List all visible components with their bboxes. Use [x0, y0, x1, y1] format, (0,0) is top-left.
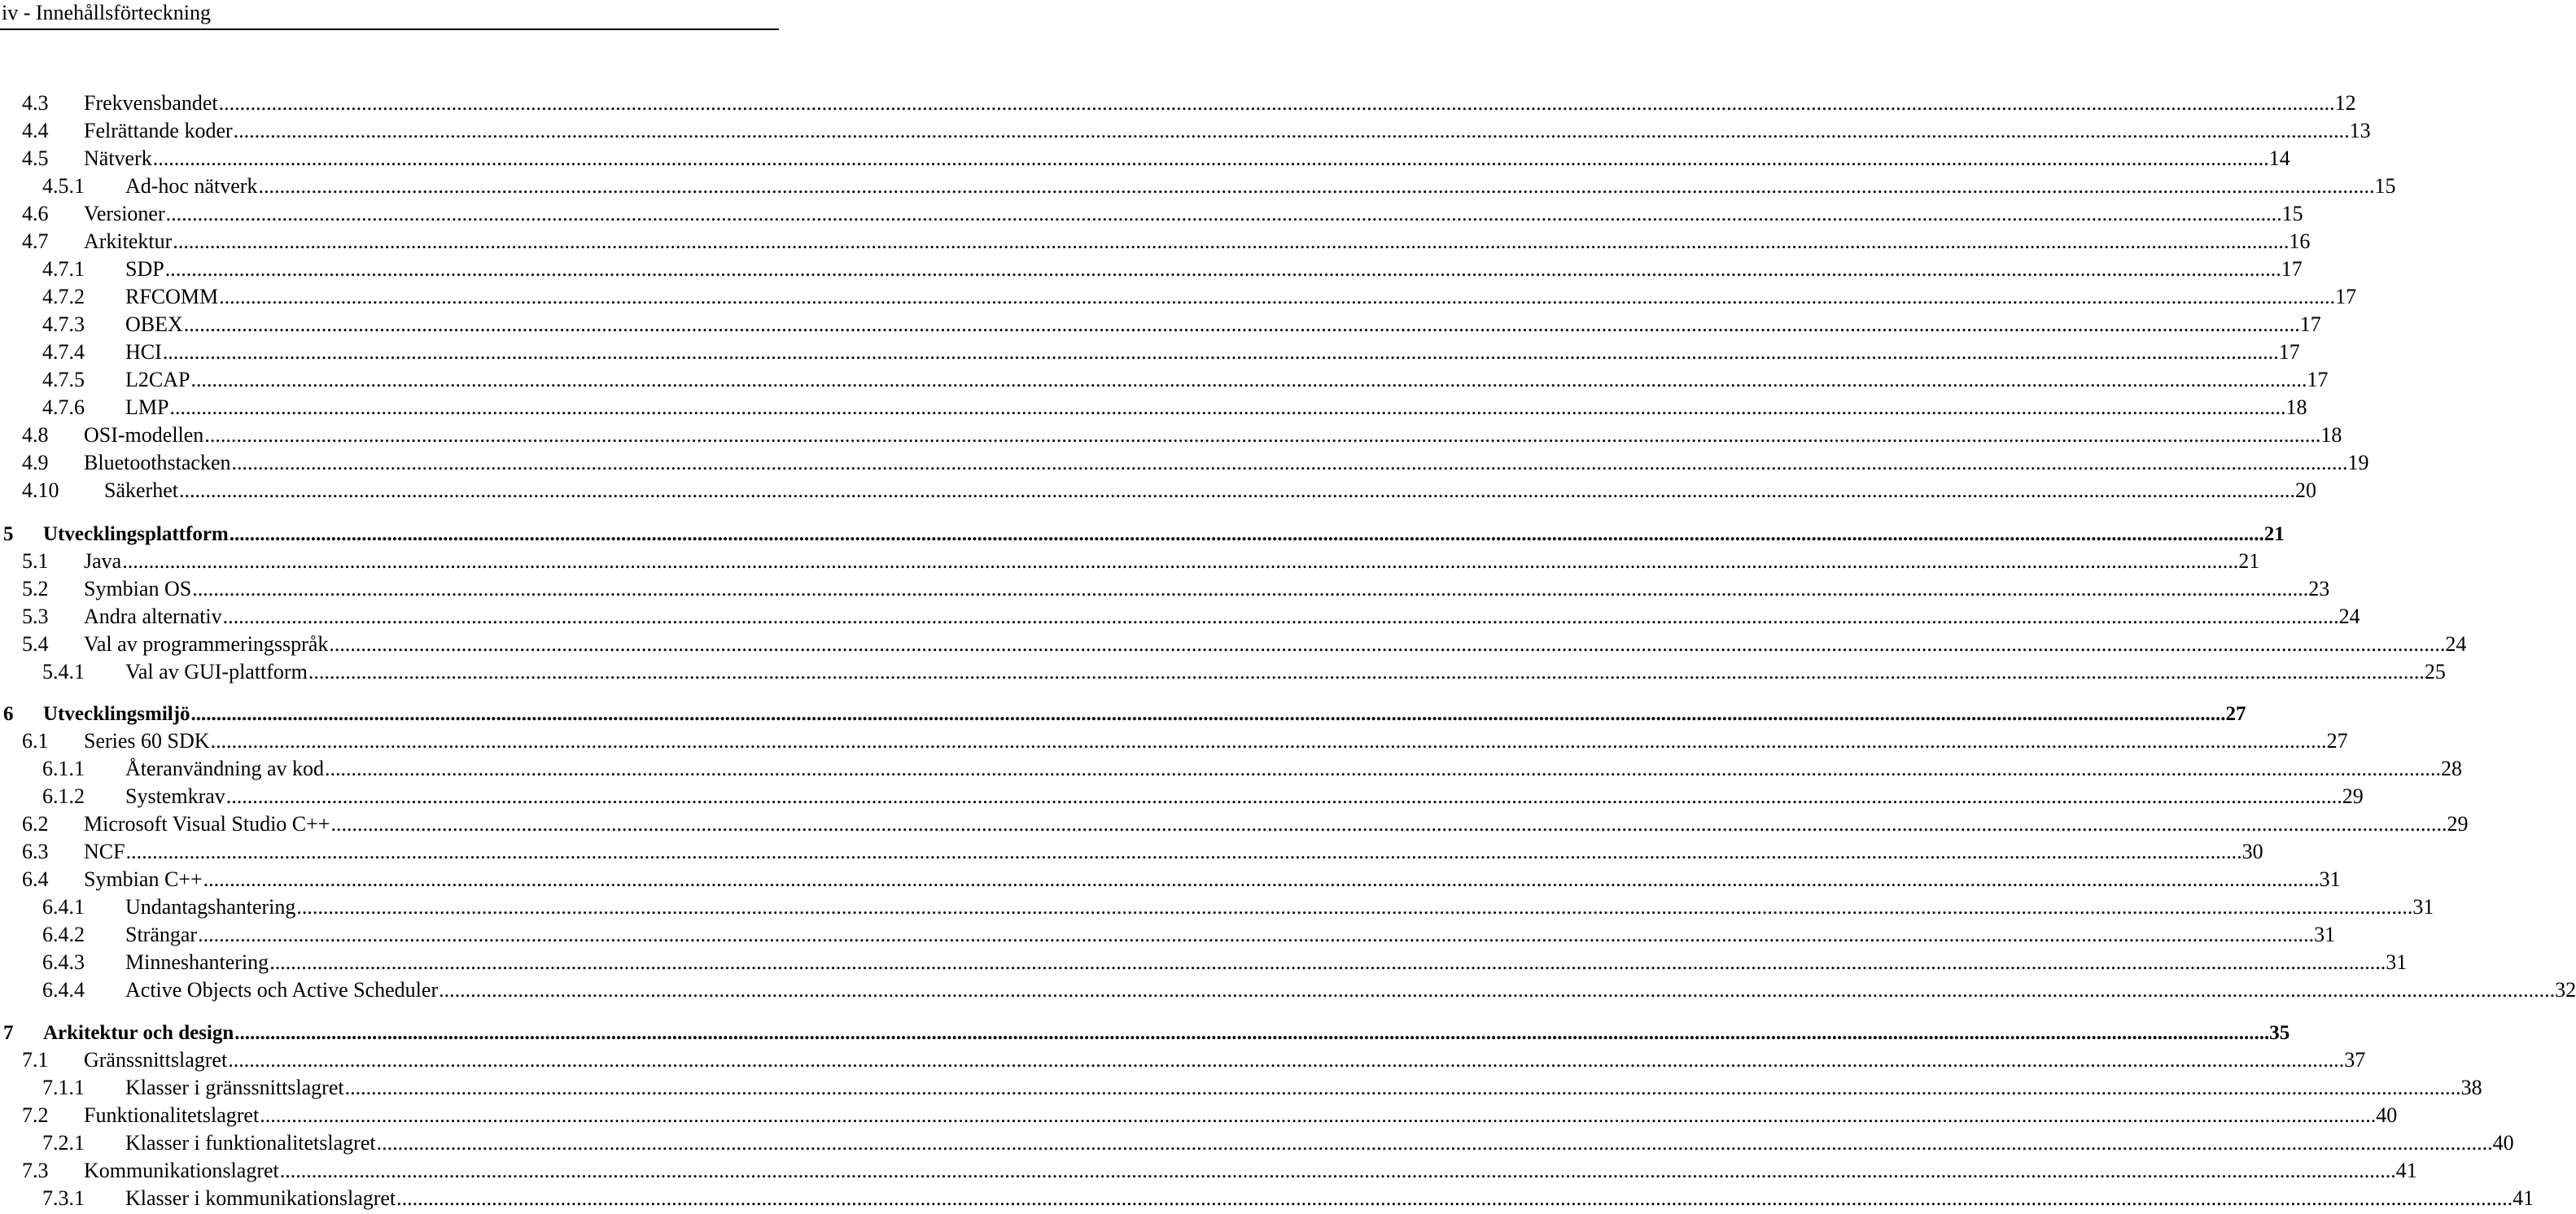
toc-entry-page-number: 31: [2386, 950, 2408, 974]
toc-entry-title: Utvecklingsmiljö: [43, 703, 190, 725]
toc-entry-page-number: 16: [2289, 229, 2311, 253]
toc-entry-title: Symbian OS: [84, 577, 192, 600]
toc-entry[interactable]: [3, 1020, 2290, 1047]
toc-entry-page-number: 14: [2268, 146, 2290, 170]
toc-entry-line: [125, 921, 2336, 949]
toc-entry-number: 6.4: [22, 867, 49, 891]
toc-entry-page-number: 28: [2441, 757, 2463, 780]
toc-entry-title: Arkitektur och design: [43, 1022, 234, 1044]
dot-leader: ................................................................................................................................................................................................................................................................................................................................................................................................................: [162, 340, 2279, 364]
toc-entry[interactable]: [22, 90, 2356, 117]
toc-entry-number: 6.1: [22, 729, 49, 753]
toc-entry-number: 7.2.1: [42, 1131, 85, 1155]
toc-entry[interactable]: [22, 727, 2348, 755]
toc-entry-page-number: 13: [2349, 119, 2371, 142]
toc-entry-number: 4.7.4: [42, 340, 85, 364]
toc-entry-line: [84, 1157, 2417, 1185]
dot-leader: ................................................................................................................................................................................................................................................................................................................................................................................................................: [183, 312, 2300, 336]
toc-entry-line: [84, 449, 2369, 477]
dot-leader: ................................................................................................................................................................................................................................................................................................................................................................................................................: [439, 978, 2556, 1002]
toc-entry-number: 6.4.3: [42, 950, 85, 974]
toc-entry-title: Kommunikationslagret: [84, 1159, 279, 1182]
toc-entry-line: [125, 976, 2576, 1004]
toc-entry-number: 4.5.1: [42, 174, 85, 198]
dot-leader: ................................................................................................................................................................................................................................................................................................................................................................................................................: [260, 1103, 2377, 1127]
toc-entry[interactable]: [22, 228, 2311, 255]
toc-entry-title: Utvecklingsplattform: [43, 523, 229, 545]
toc-entry-number: 5.2: [22, 577, 49, 600]
toc-entry-number: 7: [3, 1022, 14, 1044]
dot-leader: ................................................................................................................................................................................................................................................................................................................................................................................................................: [173, 229, 2290, 253]
toc-entry[interactable]: [42, 311, 2321, 338]
toc-entry[interactable]: [22, 1046, 2366, 1074]
dot-leader: ................................................................................................................................................................................................................................................................................................................................................................................................................: [234, 1022, 2270, 1044]
toc-entry[interactable]: [22, 145, 2290, 172]
dot-leader: ................................................................................................................................................................................................................................................................................................................................................................................................................: [222, 605, 2339, 628]
toc-entry-number: 7.1.1: [42, 1076, 85, 1099]
toc-entry-line: [43, 1020, 2290, 1047]
toc-entry-title: Frekvensbandet: [84, 91, 218, 115]
toc-entry[interactable]: [22, 603, 2360, 631]
toc-entry-line: [125, 311, 2321, 338]
toc-entry-number: 6.4.2: [42, 923, 85, 946]
toc-entry-line: [125, 366, 2329, 394]
toc-entry-line: [84, 838, 2263, 866]
toc-entry-title: Andra alternativ: [84, 605, 222, 628]
dot-leader: ................................................................................................................................................................................................................................................................................................................................................................................................................: [330, 812, 2447, 836]
toc-entry-page-number: 27: [2326, 729, 2348, 753]
dot-leader: ................................................................................................................................................................................................................................................................................................................................................................................................................: [344, 1076, 2461, 1099]
toc-entry-title: Val av GUI-plattform: [125, 660, 308, 683]
toc-entry-page-number: 27: [2225, 703, 2246, 725]
toc-entry-line: [84, 603, 2360, 631]
dot-leader: ................................................................................................................................................................................................................................................................................................................................................................................................................: [190, 368, 2307, 391]
dot-leader: ................................................................................................................................................................................................................................................................................................................................................................................................................: [219, 285, 2336, 308]
toc-entry-page-number: 41: [2513, 1186, 2534, 1210]
toc-entry-title: Säkerhet: [104, 478, 178, 502]
toc-entry-number: 5.1: [22, 549, 49, 573]
toc-entry-title: Gränssnittslagret: [84, 1048, 228, 1072]
toc-entry-number: 4.7: [22, 229, 49, 253]
toc-entry[interactable]: [22, 575, 2330, 603]
dot-leader: ................................................................................................................................................................................................................................................................................................................................................................................................................: [190, 703, 2226, 725]
toc-entry-number: 6: [3, 703, 14, 725]
toc-entry-title: Java: [84, 549, 122, 573]
dot-leader: ................................................................................................................................................................................................................................................................................................................................................................................................................: [125, 840, 2242, 863]
toc-entry-line: [125, 255, 2303, 283]
dot-leader: ................................................................................................................................................................................................................................................................................................................................................................................................................: [329, 632, 2446, 656]
toc-entry-page-number: 21: [2238, 549, 2260, 573]
toc-entry-page-number: 29: [2447, 812, 2469, 836]
toc-entry-page-number: 31: [2412, 895, 2434, 919]
toc-entry-page-number: 15: [2281, 202, 2303, 225]
toc-entry[interactable]: [42, 783, 2364, 810]
dot-leader: ................................................................................................................................................................................................................................................................................................................................................................................................................: [152, 146, 2269, 170]
toc-entry[interactable]: [42, 1074, 2482, 1102]
toc-entry-line: [125, 1129, 2514, 1157]
toc-entry[interactable]: [22, 200, 2303, 228]
toc-entry-title: Funktionalitetslagret: [84, 1103, 260, 1127]
dot-leader: ................................................................................................................................................................................................................................................................................................................................................................................................................: [198, 923, 2315, 946]
toc-entry-number: 5.4: [22, 632, 49, 656]
toc-entry-number: 4.5: [22, 146, 49, 170]
toc-entry-page-number: 31: [2319, 867, 2341, 891]
toc-entry-title: Minneshantering: [125, 950, 269, 974]
toc-entry-line: [125, 1185, 2534, 1212]
toc-entry-number: 4.3: [22, 91, 49, 115]
toc-entry-title: Ad-hoc nätverk: [125, 174, 258, 198]
toc-entry[interactable]: [42, 949, 2408, 976]
toc-entry-number: 4.4: [22, 119, 49, 142]
toc-entry-title: HCI: [125, 340, 162, 364]
toc-entry-number: 5.4.1: [42, 660, 85, 683]
dot-leader: ................................................................................................................................................................................................................................................................................................................................................................................................................: [164, 257, 2281, 281]
toc-entry-title: Val av programmeringsspråk: [84, 632, 329, 656]
toc-entry-line: [125, 893, 2434, 921]
toc-entry-number: 4.9: [22, 451, 49, 474]
dot-leader: ................................................................................................................................................................................................................................................................................................................................................................................................................: [231, 451, 2348, 474]
dot-leader: ................................................................................................................................................................................................................................................................................................................................................................................................................: [218, 91, 2335, 115]
toc-entry[interactable]: [3, 521, 2285, 548]
toc-entry[interactable]: [42, 338, 2300, 366]
dot-leader: ................................................................................................................................................................................................................................................................................................................................................................................................................: [228, 1048, 2345, 1072]
toc-entry-page-number: 25: [2424, 660, 2446, 683]
toc-entry-number: 4.7.2: [42, 285, 85, 308]
toc-entry-number: 6.1.1: [42, 757, 85, 780]
toc-entry-title: Versioner: [84, 202, 165, 225]
toc-entry[interactable]: [22, 548, 2260, 575]
toc-entry-page-number: 24: [2445, 632, 2467, 656]
toc-entry-line: [43, 701, 2246, 728]
dot-leader: ................................................................................................................................................................................................................................................................................................................................................................................................................: [204, 423, 2321, 447]
toc-entry-page-number: 17: [2281, 257, 2303, 281]
dot-leader: ................................................................................................................................................................................................................................................................................................................................................................................................................: [225, 784, 2342, 808]
dot-leader: ................................................................................................................................................................................................................................................................................................................................................................................................................: [203, 867, 2320, 891]
toc-entry-page-number: 20: [2294, 478, 2316, 502]
toc-entry-page-number: 30: [2241, 840, 2263, 863]
toc-entry-page-number: 23: [2308, 577, 2330, 600]
toc-entry-page-number: 37: [2344, 1048, 2366, 1072]
toc-entry[interactable]: [42, 755, 2463, 783]
dot-leader: ................................................................................................................................................................................................................................................................................................................................................................................................................: [122, 549, 2239, 573]
toc-entry[interactable]: [22, 631, 2467, 658]
dot-leader: ................................................................................................................................................................................................................................................................................................................................................................................................................: [308, 660, 2425, 683]
toc-entry-page-number: 41: [2395, 1159, 2417, 1182]
toc-entry[interactable]: [42, 255, 2303, 283]
dot-leader: ................................................................................................................................................................................................................................................................................................................................................................................................................: [192, 577, 2309, 600]
toc-entry-page-number: 17: [2278, 340, 2300, 364]
toc-entry-page-number: 35: [2269, 1022, 2290, 1044]
dot-leader: ................................................................................................................................................................................................................................................................................................................................................................................................................: [279, 1159, 2396, 1182]
toc-entry-number: 4.8: [22, 423, 49, 447]
toc-entry-number: 6.1.2: [42, 784, 85, 808]
dot-leader: ................................................................................................................................................................................................................................................................................................................................................................................................................: [258, 174, 2375, 198]
toc-entry-title: Active Objects och Active Scheduler: [125, 978, 439, 1002]
toc-entry-title: Klasser i gränssnittslagret: [125, 1076, 344, 1099]
toc-entry-page-number: 40: [2492, 1131, 2514, 1155]
dot-leader: ................................................................................................................................................................................................................................................................................................................................................................................................................: [169, 395, 2286, 419]
toc-entry-title: Series 60 SDK: [84, 729, 210, 753]
toc-entry-page-number: 12: [2334, 91, 2356, 115]
toc-entry-number: 4.10: [22, 478, 59, 502]
toc-entry[interactable]: [22, 477, 2316, 504]
toc-entry-line: [84, 575, 2330, 603]
toc-entry-page-number: 17: [2307, 368, 2329, 391]
dot-leader: ................................................................................................................................................................................................................................................................................................................................................................................................................: [165, 202, 2282, 225]
toc-entry-line: [125, 172, 2396, 200]
dot-leader: ................................................................................................................................................................................................................................................................................................................................................................................................................: [178, 478, 2295, 502]
toc-entry-title: Nätverk: [84, 146, 152, 170]
toc-entry[interactable]: [22, 1157, 2417, 1185]
toc-entry-title: Klasser i funktionalitetslagret: [125, 1131, 376, 1155]
dot-leader: ................................................................................................................................................................................................................................................................................................................................................................................................................: [376, 1131, 2493, 1155]
toc-entry-number: 4.7.1: [42, 257, 85, 281]
toc-entry-page-number: 15: [2374, 174, 2396, 198]
toc-entry-number: 4.7.3: [42, 312, 85, 336]
toc-entry[interactable]: [42, 921, 2336, 949]
toc-entry-number: 7.1: [22, 1048, 49, 1072]
toc-entry-line: [125, 394, 2307, 421]
toc-entry-title: Undantagshantering: [125, 895, 296, 919]
toc-entry-number: 6.2: [22, 812, 49, 836]
toc-entry[interactable]: [42, 366, 2329, 394]
toc-entry-page-number: 21: [2263, 523, 2285, 545]
toc-entry-page-number: 31: [2314, 923, 2336, 946]
toc-entry-number: 4.6: [22, 202, 49, 225]
toc-entry-title: Strängar: [125, 923, 198, 946]
toc-entry-line: [43, 521, 2285, 548]
toc-entry-page-number: 18: [2285, 395, 2307, 419]
toc-entry[interactable]: [22, 838, 2263, 866]
toc-entry-number: 4.7.6: [42, 395, 85, 419]
toc-entry[interactable]: [22, 866, 2341, 893]
toc-entry-number: 7.3: [22, 1159, 49, 1182]
toc-entry-line: [104, 477, 2316, 504]
toc-entry-line: [84, 727, 2348, 755]
dot-leader: ................................................................................................................................................................................................................................................................................................................................................................................................................: [210, 729, 2327, 753]
toc-entry[interactable]: [42, 172, 2396, 200]
toc-entry-title: Systemkrav: [125, 784, 225, 808]
toc-entry[interactable]: [22, 117, 2371, 145]
toc-entry-page-number: 17: [2299, 312, 2321, 336]
toc-entry[interactable]: [42, 1129, 2514, 1157]
page-header-title: iv - Innehållsförteckning: [2, 1, 212, 24]
toc-entry-title: LMP: [125, 395, 169, 419]
toc-entry-title: SDP: [125, 257, 164, 281]
dot-leader: ................................................................................................................................................................................................................................................................................................................................................................................................................: [269, 950, 2386, 974]
toc-entry-title: OBEX: [125, 312, 183, 336]
toc-entry-line: [125, 1074, 2482, 1102]
toc-entry[interactable]: [42, 394, 2307, 421]
toc-entry-page-number: 40: [2376, 1103, 2398, 1127]
toc-entry[interactable]: [22, 449, 2369, 477]
toc-entry-line: [84, 1046, 2366, 1074]
toc-entry-number: 5: [3, 523, 14, 545]
toc-entry-page-number: 19: [2347, 451, 2369, 474]
toc-entry-number: 4.7.5: [42, 368, 85, 391]
dot-leader: ................................................................................................................................................................................................................................................................................................................................................................................................................: [296, 895, 2413, 919]
toc-entry-number: 6.4.1: [42, 895, 85, 919]
toc-entry-line: [84, 117, 2371, 145]
toc-entry[interactable]: [22, 1102, 2398, 1129]
toc-entry-title: Bluetoothstacken: [84, 451, 231, 474]
toc-entry-title: RFCOMM: [125, 285, 219, 308]
toc-entry[interactable]: [42, 893, 2434, 921]
dot-leader: ................................................................................................................................................................................................................................................................................................................................................................................................................: [233, 119, 2350, 142]
toc-entry-title: Microsoft Visual Studio C++: [84, 812, 330, 836]
toc-entry[interactable]: [22, 421, 2342, 449]
toc-entry-title: Klasser i kommunikationslagret: [125, 1186, 396, 1210]
toc-entry[interactable]: [42, 658, 2446, 686]
toc-entry-number: 6.3: [22, 840, 49, 863]
toc-entry-page-number: 18: [2320, 423, 2342, 447]
toc-entry-page-number: 38: [2460, 1076, 2482, 1099]
toc-entry-title: Felrättande koder: [84, 119, 233, 142]
toc-entry-line: [125, 658, 2446, 686]
toc-entry-number: 6.4.4: [42, 978, 85, 1002]
toc-entry-title: Symbian C++: [84, 867, 203, 891]
toc-entry-title: Återanvändning av kod: [125, 757, 325, 780]
toc-entry-line: [125, 783, 2364, 810]
toc-entry[interactable]: [42, 283, 2357, 311]
dot-leader: ................................................................................................................................................................................................................................................................................................................................................................................................................: [229, 523, 2264, 545]
toc-entry-line: [84, 228, 2311, 255]
toc-entry-line: [84, 631, 2467, 658]
toc-entry-line: [125, 949, 2408, 976]
toc-entry-title: NCF: [84, 840, 125, 863]
dot-leader: ................................................................................................................................................................................................................................................................................................................................................................................................................: [396, 1186, 2513, 1210]
toc-entry-number: 7.3.1: [42, 1186, 85, 1210]
toc-entry-line: [125, 755, 2463, 783]
toc-entry[interactable]: [42, 1185, 2534, 1212]
toc-entry-line: [84, 145, 2290, 172]
toc-entry-page-number: 24: [2338, 605, 2360, 628]
toc-entry-line: [84, 90, 2356, 117]
toc-entry-page-number: 29: [2342, 784, 2364, 808]
toc-entry[interactable]: [42, 976, 2576, 1004]
toc-entry-line: [84, 548, 2260, 575]
dot-leader: ................................................................................................................................................................................................................................................................................................................................................................................................................: [325, 757, 2442, 780]
toc-entry[interactable]: [22, 810, 2469, 838]
toc-entry-page-number: 17: [2335, 285, 2357, 308]
toc-entry-title: Arkitektur: [84, 229, 173, 253]
toc-entry-number: 5.3: [22, 605, 49, 628]
toc-entry-number: 7.2: [22, 1103, 49, 1127]
toc-entry-title: L2CAP: [125, 368, 190, 391]
toc-entry-line: [84, 866, 2341, 893]
toc-entry-line: [125, 283, 2357, 311]
toc-entry-line: [84, 1102, 2398, 1129]
toc-entry-line: [84, 421, 2342, 449]
toc-entry-line: [125, 338, 2300, 366]
toc-entry-line: [84, 810, 2469, 838]
toc-entry-line: [84, 200, 2303, 228]
toc-entry-title: OSI-modellen: [84, 423, 204, 447]
toc-entry[interactable]: [3, 701, 2246, 728]
toc-entry-page-number: 32: [2555, 978, 2576, 1002]
